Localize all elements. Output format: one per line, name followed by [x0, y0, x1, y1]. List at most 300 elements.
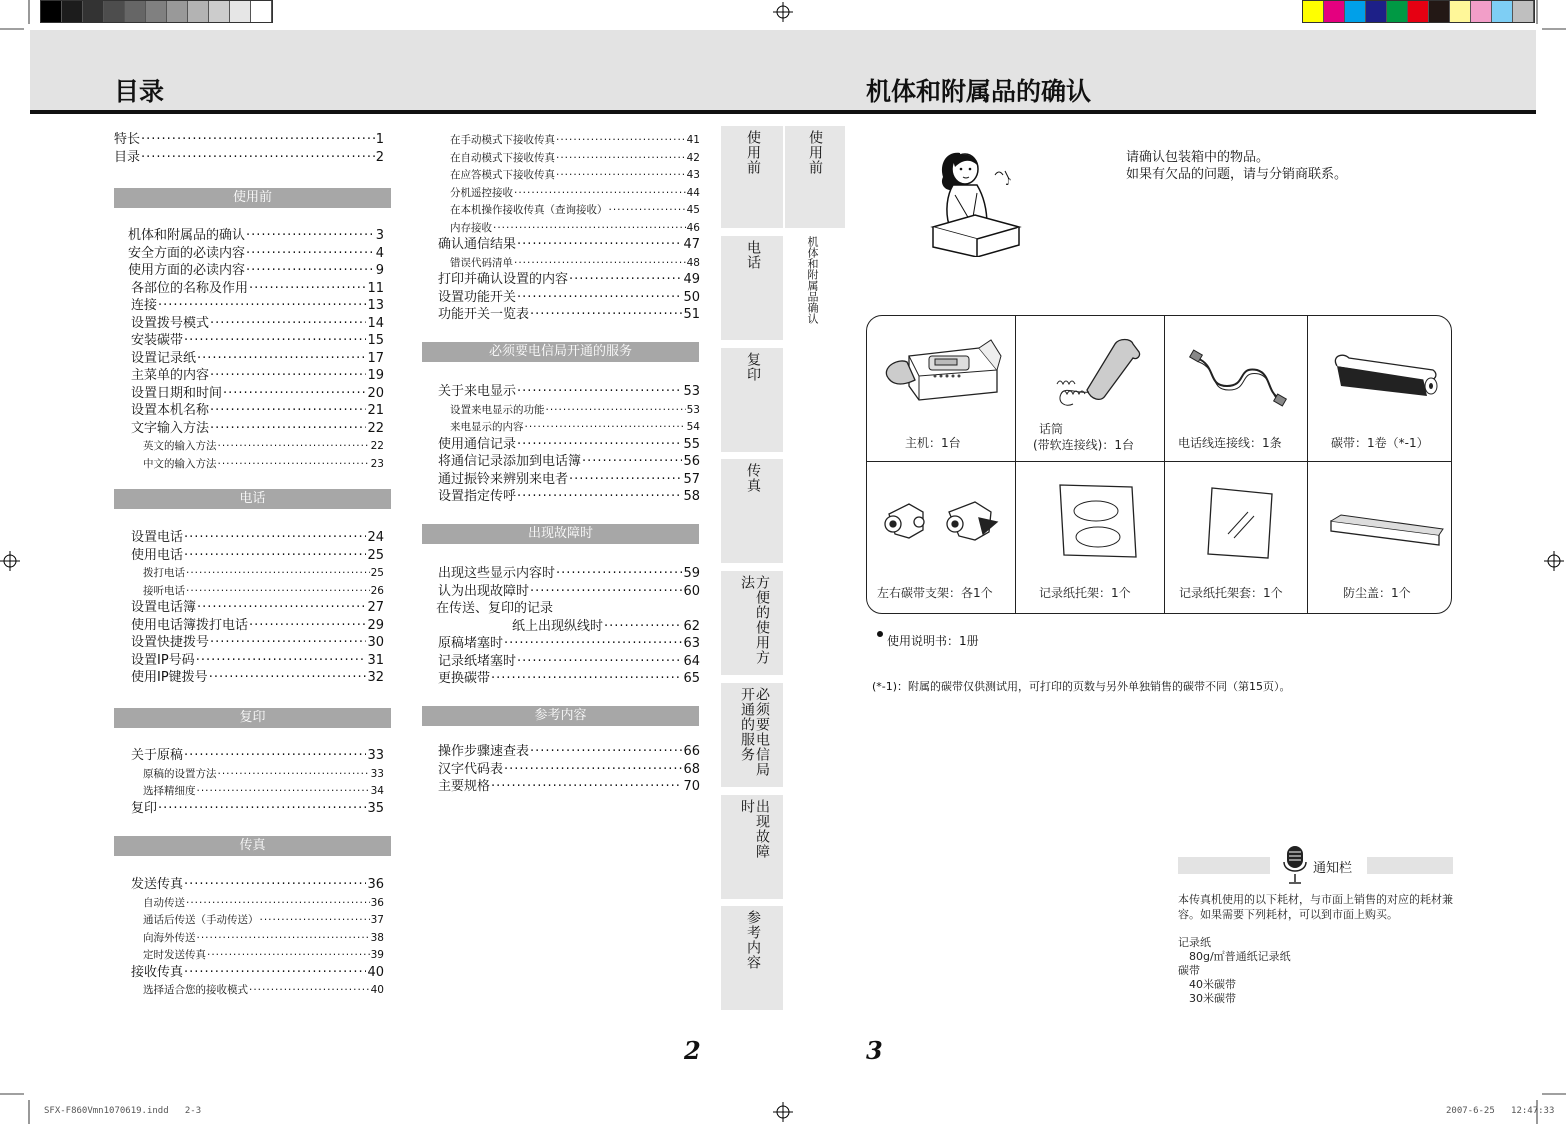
leader-dots [569, 272, 682, 288]
toc-entry-label: 中文的输入方法 [143, 457, 217, 470]
toc-entry[interactable] [438, 307, 700, 323]
toc-entry-page: 47 [683, 237, 700, 252]
toc-entry-label: 接听电话 [143, 584, 185, 597]
toc-entry-label: 目录 [114, 150, 141, 165]
toc-entry[interactable] [438, 779, 700, 795]
leader-dots [249, 618, 366, 634]
toc-entry[interactable] [131, 368, 384, 384]
toc-entry[interactable] [438, 472, 700, 488]
leader-dots [260, 912, 370, 928]
toc-entry[interactable] [131, 801, 384, 817]
toc-entry-page: 22 [367, 420, 384, 436]
toc-entry-page: 21 [367, 403, 384, 418]
notice-line: 40米碳带 [1178, 978, 1236, 991]
side-tab-label: 电话 [745, 240, 761, 270]
side-tab-label: 复印 [745, 352, 761, 382]
toc-entry-page: 46 [686, 221, 700, 234]
toc-entry[interactable] [438, 744, 700, 760]
toc-entry-page: 34 [370, 785, 384, 797]
leader-dots [493, 220, 686, 236]
side-tab[interactable] [721, 906, 783, 1010]
toc-entry-label: 使用通信记录 [438, 436, 517, 452]
leader-dots [218, 766, 370, 782]
toc-entry-page: 51 [683, 307, 700, 322]
toc-entry-page: 37 [370, 914, 384, 926]
toc-entry[interactable] [438, 636, 700, 652]
toc-entry-page: 4 [375, 245, 384, 261]
toc-entry-label: 汉字代码表 [438, 761, 504, 777]
ribbon-holder-icon [879, 494, 1004, 554]
toc-entry-page: 29 [367, 617, 384, 633]
notice-line: 记录纸 [1178, 936, 1211, 949]
toc-entry-label: 选择精细度 [143, 785, 196, 797]
toc-entry[interactable] [143, 766, 384, 782]
notice-line: 30米碳带 [1178, 992, 1236, 1005]
leader-dots [210, 368, 366, 384]
toc-entry-page: 49 [683, 272, 700, 287]
toc-entry-label: 英文的输入方法 [143, 440, 217, 452]
toc-entry-page: 45 [686, 204, 700, 216]
svg-text:♪: ♪ [1005, 177, 1012, 188]
toc-entry[interactable] [143, 930, 384, 946]
toc-entry-label: 在传送、复印的记录 [436, 601, 554, 616]
toc-entry-page: 64 [683, 653, 700, 669]
toc-section-header: 电话 [114, 489, 391, 509]
leader-dots [517, 437, 682, 453]
intro-line-1: 请确认包装箱中的物品。 [1126, 150, 1270, 165]
toc-entry-page: 36 [367, 877, 384, 892]
toc-entry-page: 63 [683, 636, 700, 651]
notice-line: 碳带 [1178, 964, 1200, 977]
toc-section-header: 参考内容 [422, 706, 699, 726]
toc-entry[interactable] [128, 246, 384, 262]
toc-entry-label: 打印并确认设置的内容 [438, 272, 569, 287]
toc-entry[interactable] [128, 263, 384, 279]
leader-dots [186, 565, 370, 581]
leader-dots [184, 748, 366, 764]
toc-entry-label: 定时发送传真 [143, 949, 206, 961]
leader-dots [517, 290, 682, 306]
toc-entry[interactable] [131, 386, 384, 402]
handset-icon [1047, 334, 1147, 414]
toc-entry[interactable] [438, 671, 700, 687]
toc-entry[interactable] [131, 618, 384, 634]
toc-entry-label: 机体和附属品的确认 [128, 228, 246, 243]
leader-dots [246, 263, 375, 279]
toc-entry-page: 14 [367, 315, 384, 331]
toc-entry-page: 36 [370, 896, 384, 909]
toc-entry[interactable] [131, 600, 384, 616]
toc-entry[interactable] [438, 654, 700, 670]
toc-section-header: 必须要电信局开通的服务 [422, 342, 699, 362]
toc-entry-label: 操作步骤速查表 [438, 744, 530, 759]
toc-entry-label: 设置本机名称 [131, 403, 210, 418]
side-tab[interactable] [721, 126, 783, 228]
leader-dots [517, 654, 682, 670]
side-tab[interactable] [721, 795, 783, 899]
toc-entry[interactable] [131, 748, 384, 764]
header-band [30, 30, 1536, 110]
toc-entry-label: 通话后传送（手动传送） [143, 914, 259, 926]
accessory-grid [866, 315, 1452, 614]
toc-entry-label: 原稿堵塞时 [438, 636, 504, 651]
toc-entry[interactable] [438, 454, 700, 470]
toc-section-header: 出现故障时 [422, 524, 699, 544]
side-tab-label: 传真 [745, 463, 761, 493]
toc-entry[interactable] [114, 150, 384, 166]
toc-entry[interactable] [131, 421, 384, 437]
toc-entry-label: 发送传真 [131, 877, 184, 892]
toc-entry[interactable] [131, 670, 384, 686]
toc-entry-page: 66 [683, 744, 700, 759]
leader-dots [184, 548, 366, 564]
leader-dots [525, 419, 686, 435]
leader-dots [556, 167, 686, 183]
toc-entry[interactable] [131, 548, 384, 564]
toc-entry-page: 53 [683, 384, 700, 399]
toc-entry-page: 62 [683, 618, 700, 634]
file-slug: SFX-F860Vmn1070619.indd 2-3 [44, 1106, 202, 1116]
side-tab-label: 参考内容 [745, 910, 761, 970]
side-tab-label: 使用前 [745, 130, 761, 175]
toc-entry-label: 错误代码清单 [450, 256, 513, 269]
leader-dots [517, 489, 682, 505]
toc-entry-label: 更换碳带 [438, 671, 491, 686]
leader-dots [514, 255, 686, 271]
toc-entry-page: 23 [370, 457, 384, 470]
toc-entry-page: 24 [367, 530, 384, 545]
toc-entry-page: 53 [686, 403, 700, 416]
leader-dots [514, 185, 686, 201]
toc-entry[interactable] [438, 566, 700, 582]
toc-entry-label: 原稿的设置方法 [143, 767, 217, 780]
toc-entry[interactable] [450, 419, 700, 435]
notice-body: 本传真机使用的以下耗材，与市面上销售的对应的耗材兼容。如果需要下列耗材，可以到市面上购买。 [1178, 893, 1453, 921]
item-caption: 防尘盖：1个 [1343, 586, 1411, 600]
left-page-number: 2 [684, 1036, 701, 1065]
manual-note: 使用说明书：1册 [887, 634, 979, 648]
date-slug: 2007-6-25 12:47:33 [1446, 1106, 1555, 1116]
toc-entry[interactable] [114, 132, 384, 148]
toc-entry-label: 使用IP键拨号 [131, 670, 208, 685]
leader-dots [141, 132, 375, 148]
toc-entry-label: 选择适合您的接收模式 [143, 984, 248, 996]
right-page-title: 机体和附属品的确认 [866, 77, 1092, 106]
item-caption: 电话线连接线：1条 [1178, 436, 1282, 450]
side-tab[interactable] [721, 571, 783, 675]
toc-entry[interactable] [143, 982, 384, 998]
leader-dots [218, 456, 370, 472]
toc-entry[interactable] [131, 316, 384, 332]
notice-bar-right [1367, 857, 1453, 874]
toc-entry-label: 在本机操作接收传真（查询接收） [450, 204, 608, 216]
intro-line-2: 如果有欠品的问题，请与分销商联系。 [1126, 167, 1348, 182]
toc-section-header: 使用前 [114, 188, 391, 208]
toc-entry-page: 9 [375, 263, 384, 278]
left-page-title: 目录 [114, 77, 165, 106]
leader-dots [197, 783, 370, 799]
toc-entry-label: 在手动模式下接收传真 [450, 134, 555, 146]
leader-dots [530, 584, 682, 600]
item-caption: 记录纸托架：1个 [1039, 586, 1131, 600]
leader-dots [186, 583, 370, 599]
toc-entry-page: 40 [367, 964, 384, 980]
item-caption: 话筒 [1039, 422, 1064, 436]
toc-entry-label: 主要规格 [438, 779, 491, 794]
footnote: (*-1)：附属的碳带仅供测试用，可打印的页数与另外单独销售的碳带不同（第15页）。 [872, 680, 1291, 693]
toc-entry[interactable] [131, 635, 384, 651]
notice-title: 通知栏 [1313, 861, 1353, 876]
toc-entry-label: 确认通信结果 [438, 237, 517, 252]
leader-dots [530, 744, 682, 760]
leader-dots [249, 281, 366, 297]
toc-entry[interactable] [131, 281, 384, 297]
side-tab-label: 出现故障时 [739, 799, 770, 859]
leader-dots [504, 762, 682, 778]
toc-entry[interactable] [438, 384, 700, 400]
toc-entry-label: 文字输入方法 [131, 420, 210, 436]
toc-entry-page: 59 [683, 566, 700, 581]
toc-entry[interactable] [450, 202, 700, 218]
side-tab[interactable] [721, 348, 783, 452]
toc-entry-page: 54 [686, 421, 700, 433]
toc-entry-page: 17 [367, 350, 384, 366]
toc-entry[interactable] [438, 762, 700, 778]
toc-entry-page: 65 [683, 671, 700, 686]
toc-entry[interactable] [450, 167, 700, 183]
paper-cover-icon [1202, 484, 1282, 562]
toc-entry-label: 将通信记录添加到电话簿 [438, 454, 582, 469]
toc-entry[interactable] [131, 298, 384, 314]
toc-entry-label: 连接 [131, 298, 158, 313]
toc-entry[interactable] [438, 272, 700, 288]
toc-entry[interactable] [143, 912, 384, 928]
toc-entry-label: 使用方面的必读内容 [128, 263, 246, 278]
toc-entry[interactable] [128, 228, 384, 244]
leader-dots [504, 636, 682, 652]
toc-entry-page: 26 [370, 584, 384, 597]
item-caption: 记录纸托架套：1个 [1179, 586, 1283, 600]
toc-entry[interactable] [450, 185, 700, 201]
toc-entry-label: 设置日期和时间 [131, 385, 223, 401]
leader-dots [196, 653, 367, 669]
leader-dots [210, 421, 366, 437]
toc-entry-page: 48 [686, 256, 700, 269]
toc-entry-label: 出现这些显示内容时 [438, 566, 556, 581]
toc-entry-label: 自动传送 [143, 896, 185, 909]
toc-entry[interactable] [438, 489, 700, 505]
toc-entry-page: 3 [375, 228, 384, 243]
leader-dots [197, 600, 366, 616]
toc-entry-label: 复印 [131, 800, 158, 816]
toc-entry-label: 设置IP号码 [131, 652, 195, 668]
toc-entry-label: 通过振铃来辨别来电者 [438, 471, 569, 487]
leader-dots [246, 228, 375, 244]
toc-entry[interactable] [131, 351, 384, 367]
toc-entry-label: 向海外传送 [143, 931, 196, 944]
toc-entry-page: 19 [367, 368, 384, 383]
toc-entry[interactable] [143, 565, 384, 581]
toc-entry-label: 在应答模式下接收传真 [450, 169, 555, 181]
leader-dots [218, 438, 370, 454]
leader-dots [546, 402, 686, 418]
toc-entry-label: 主菜单的内容 [131, 368, 210, 383]
toc-entry-page: 60 [683, 583, 700, 599]
toc-entry[interactable] [143, 583, 384, 599]
toc-entry-label: 分机遥控接收 [450, 186, 513, 199]
toc-entry[interactable] [131, 965, 384, 981]
vertical-section-heading: 机体和附属品确认 [806, 236, 819, 324]
toc-entry[interactable] [131, 877, 384, 893]
toc-entry[interactable] [438, 290, 700, 306]
notice-bar-left [1178, 857, 1270, 874]
toc-entry-page: 13 [367, 298, 384, 313]
toc-entry[interactable] [131, 530, 384, 546]
toc-entry[interactable] [143, 456, 384, 472]
toc-entry[interactable] [450, 132, 700, 148]
leader-dots [582, 454, 682, 470]
toc-entry-label: 各部位的名称及作用 [131, 280, 249, 296]
ink-ribbon-icon [1323, 346, 1443, 406]
toc-entry-page: 42 [686, 151, 700, 164]
toc-entry-label: 接收传真 [131, 964, 184, 980]
leader-dots [530, 307, 682, 323]
leader-dots [209, 670, 367, 686]
notice-line: 80g/㎡普通纸记录纸 [1178, 950, 1291, 963]
leader-dots [184, 965, 366, 981]
toc-entry[interactable] [131, 403, 384, 419]
toc-entry[interactable] [438, 237, 700, 253]
toc-entry-page: 44 [686, 186, 700, 199]
toc-entry-page: 25 [367, 547, 384, 563]
leader-dots [604, 619, 682, 635]
toc-entry-label: 设置快捷拨号 [131, 635, 210, 650]
item-caption: 碳带：1卷（*-1） [1331, 436, 1429, 450]
side-tab[interactable] [721, 236, 783, 340]
leader-dots [210, 403, 366, 419]
leader-dots [210, 635, 366, 651]
toc-entry-page: 50 [683, 289, 700, 305]
leader-dots [184, 877, 366, 893]
toc-entry[interactable] [438, 584, 700, 600]
right-tab-label: 使用前 [807, 130, 823, 175]
leader-dots [141, 150, 375, 166]
fax-machine-icon [879, 336, 1004, 408]
toc-entry-page: 33 [367, 748, 384, 763]
toc-entry[interactable] [450, 150, 700, 166]
leader-dots [249, 982, 370, 998]
toc-entry-label: 设置指定传呼 [438, 489, 517, 504]
toc-entry[interactable] [436, 601, 700, 617]
toc-entry-page: 35 [367, 800, 384, 816]
toc-entry-page: 15 [367, 333, 384, 348]
toc-entry-page: 39 [370, 949, 384, 961]
right-tab-before-use[interactable] [785, 126, 845, 228]
toc-entry[interactable] [450, 220, 700, 236]
toc-entry-label: 使用电话 [131, 547, 184, 563]
side-tab-label: 必须要电信局开通的服务 [739, 687, 770, 777]
item-caption: 主机：1台 [905, 436, 961, 450]
toc-entry-label: 记录纸堵塞时 [438, 653, 517, 669]
toc-entry-label: 安装碳带 [131, 333, 184, 348]
dust-cover-icon [1327, 511, 1445, 551]
side-tab[interactable] [721, 683, 783, 787]
toc-entry[interactable] [450, 402, 700, 418]
leader-dots [609, 202, 686, 218]
toc-entry[interactable] [450, 255, 700, 271]
right-page-number: 3 [866, 1036, 883, 1065]
item-caption: 左右碳带支架：各1个 [877, 586, 993, 600]
paper-support-icon [1052, 481, 1142, 561]
leader-dots [210, 316, 366, 332]
leader-dots [158, 298, 366, 314]
toc-entry-label: 关于来电显示 [438, 384, 517, 399]
toc-entry[interactable] [438, 437, 700, 453]
toc-entry-page: 58 [683, 489, 700, 504]
toc-entry[interactable] [131, 333, 384, 349]
toc-entry-label: 内存接收 [450, 221, 492, 234]
toc-entry[interactable] [143, 783, 384, 799]
toc-entry-page: 30 [367, 635, 384, 650]
toc-entry-label: 在自动模式下接收传真 [450, 151, 555, 164]
toc-entry-page: 55 [683, 436, 700, 452]
leader-dots [186, 895, 370, 911]
toc-entry-label: 安全方面的必读内容 [128, 245, 246, 261]
leader-dots [246, 246, 375, 262]
toc-entry-label: 拨打电话 [143, 567, 185, 579]
toc-entry-label: 功能开关一览表 [438, 307, 530, 322]
toc-entry-page: 43 [686, 169, 700, 181]
toc-entry[interactable] [143, 895, 384, 911]
toc-entry-page: 1 [375, 132, 384, 147]
toc-entry-page: 20 [367, 385, 384, 401]
toc-entry-label: 关于原稿 [131, 748, 184, 763]
header-rule [30, 110, 1536, 114]
toc-section-header: 复印 [114, 708, 391, 728]
toc-entry[interactable] [512, 619, 700, 635]
toc-entry-label: 设置拨号模式 [131, 315, 210, 331]
leader-dots [491, 779, 682, 795]
leader-dots [569, 472, 682, 488]
toc-entry[interactable] [143, 947, 384, 963]
toc-entry-label: 认为出现故障时 [438, 583, 530, 599]
toc-entry-page: 2 [375, 150, 384, 165]
side-tab-label: 方便的使用方法 [739, 575, 770, 665]
item-caption: (带软连接线)：1台 [1033, 438, 1134, 452]
toc-entry-page: 32 [367, 670, 384, 685]
leader-dots [517, 237, 682, 253]
toc-entry-label: 设置功能开关 [438, 289, 517, 305]
toc-entry-page: 11 [367, 280, 384, 296]
toc-entry-label: 来电显示的内容 [450, 421, 524, 433]
toc-entry-page: 57 [683, 471, 700, 487]
leader-dots [491, 671, 682, 687]
toc-entry-page: 38 [370, 931, 384, 944]
leader-dots [556, 566, 682, 582]
telephone-cord-icon [1187, 346, 1287, 416]
leader-dots [197, 351, 366, 367]
leader-dots [158, 801, 366, 817]
side-tab[interactable] [721, 459, 783, 563]
leader-dots [184, 530, 366, 546]
leader-dots [184, 333, 366, 349]
toc-entry-label: 设置电话簿 [131, 600, 197, 615]
toc-entry[interactable] [143, 438, 384, 454]
toc-entry-label: 纸上出现纵线时 [512, 618, 604, 634]
toc-entry-label: 设置记录纸 [131, 350, 197, 366]
toc-entry[interactable] [131, 653, 384, 669]
woman-checking-box-illustration [925, 145, 1025, 257]
